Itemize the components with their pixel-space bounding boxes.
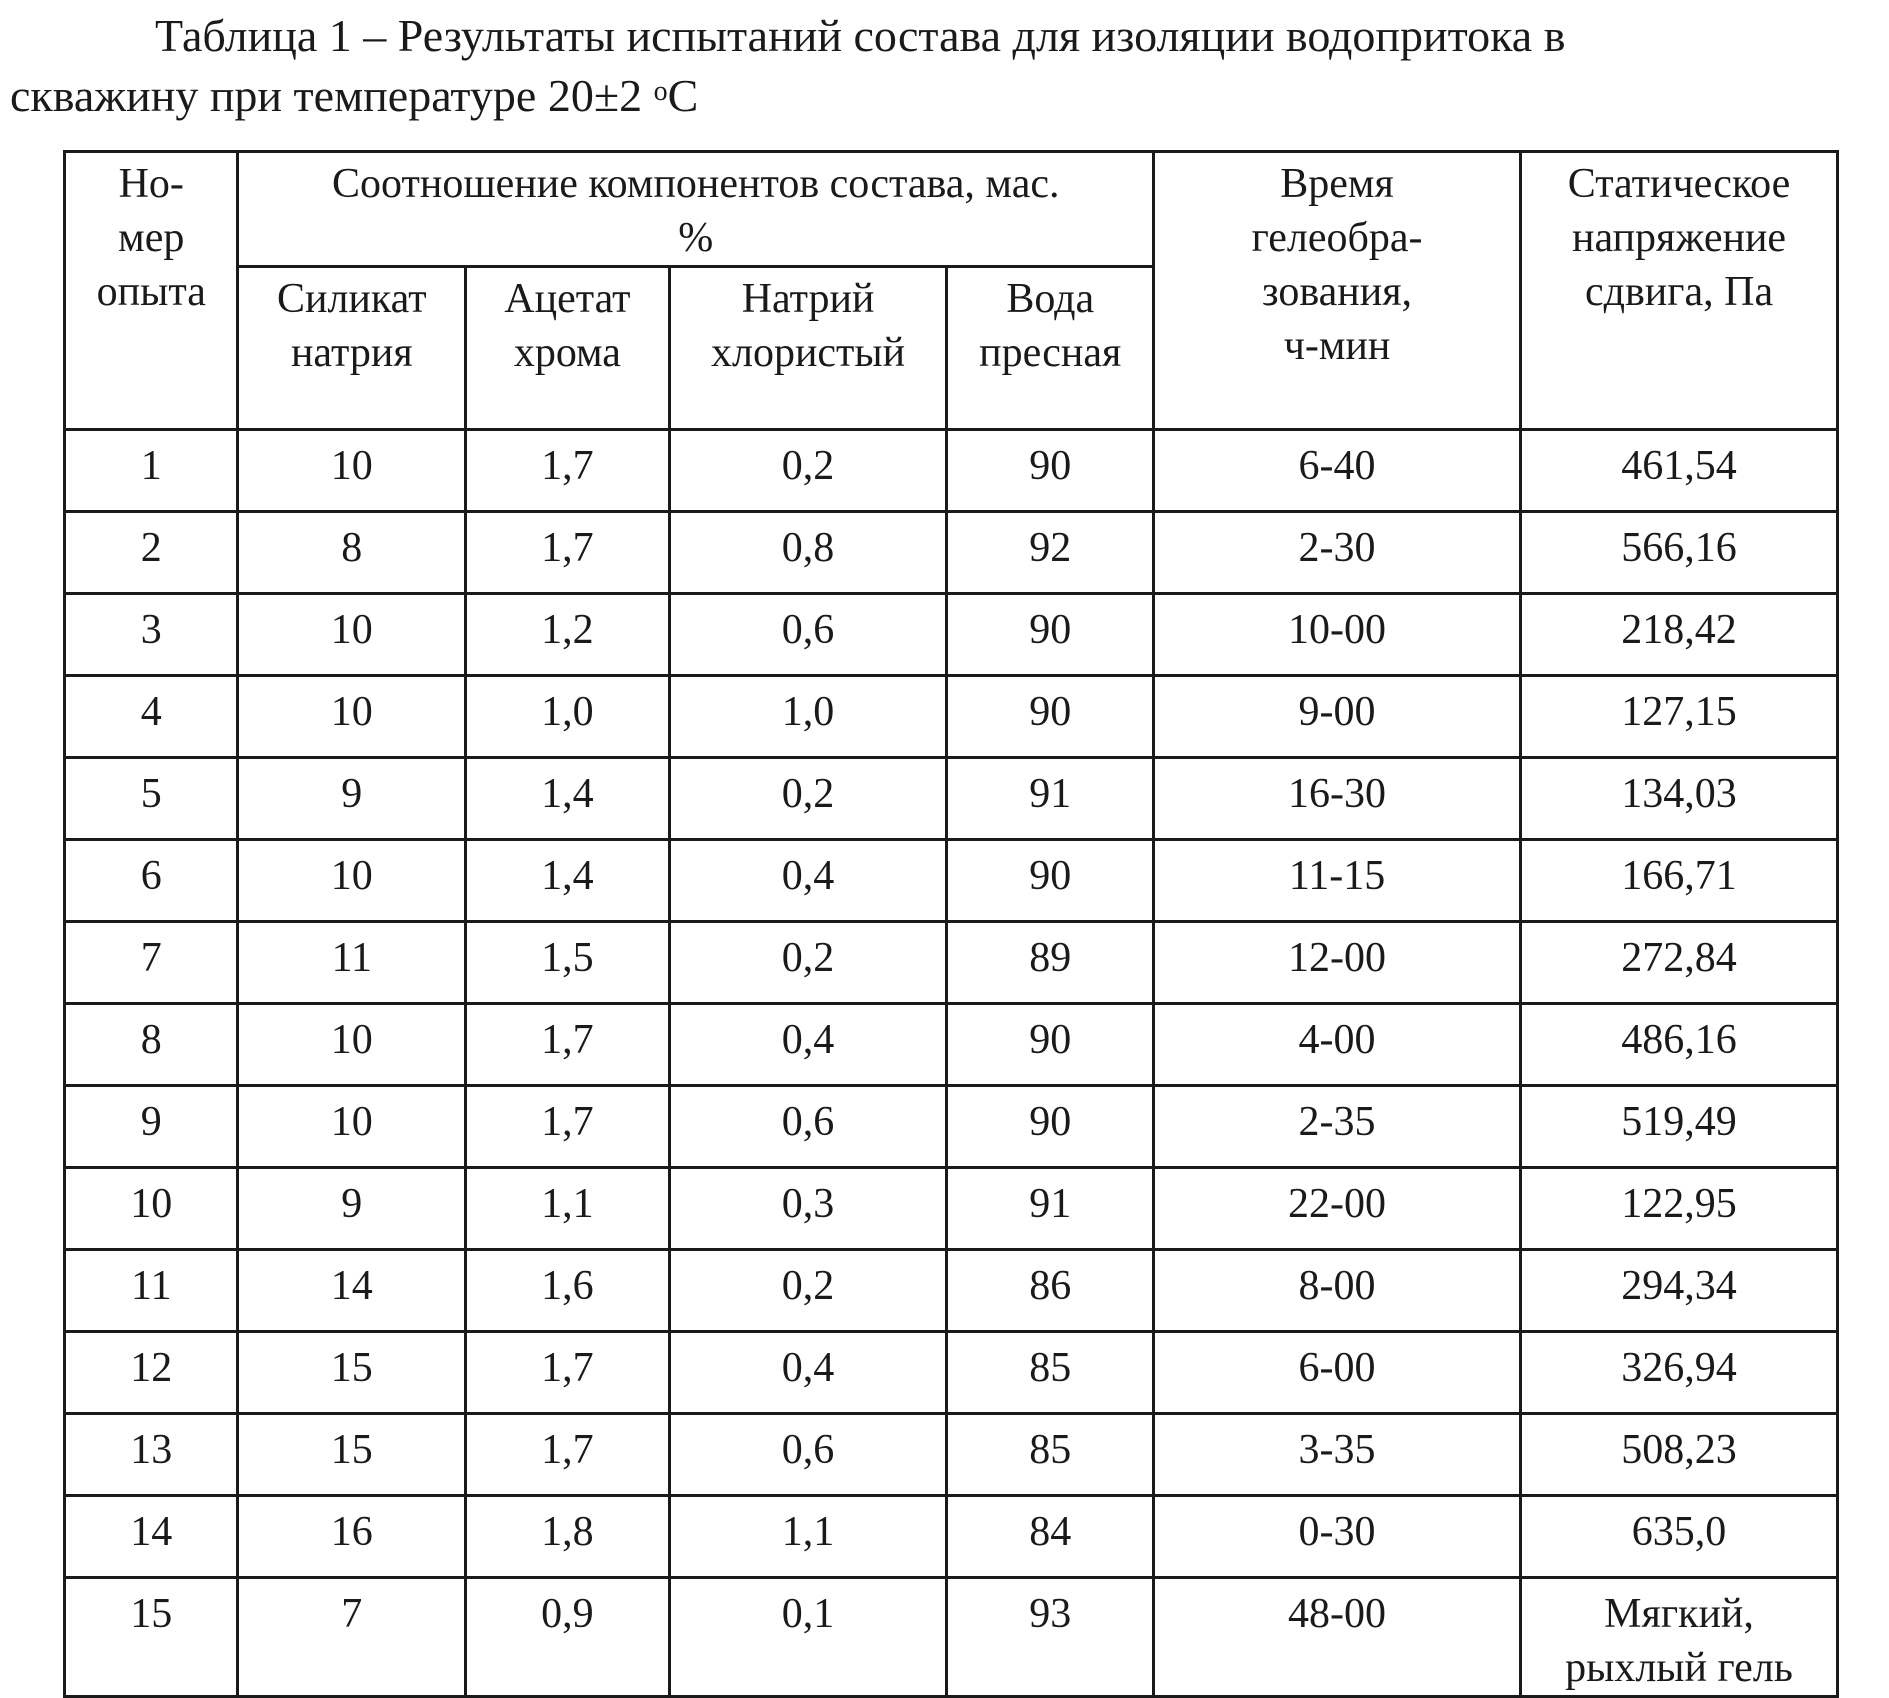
cell-gel-time: 6-40 (1154, 430, 1521, 512)
cell-shear-stress: 127,15 (1521, 676, 1838, 758)
cell-acetate: 1,4 (466, 758, 670, 840)
table-row (65, 922, 1838, 1004)
cell-gel-time: 2-35 (1154, 1086, 1521, 1168)
cell-shear-stress: 519,49 (1521, 1086, 1838, 1168)
cell-shear-stress: 218,42 (1521, 594, 1838, 676)
table-row (65, 1578, 1838, 1697)
cell-acetate: 1,1 (466, 1168, 670, 1250)
cell-silicate: 10 (238, 594, 466, 676)
header-chromium-acetate: Ацетат хрома (466, 267, 670, 430)
cell-nacl: 0,6 (669, 1086, 947, 1168)
table-row (65, 512, 1838, 594)
cell-shear-stress: 566,16 (1521, 512, 1838, 594)
cell-water: 91 (947, 758, 1154, 840)
cell-gel-time: 11-15 (1154, 840, 1521, 922)
cell-acetate: 1,0 (466, 676, 670, 758)
caption-line-1: Таблица 1 – Результаты испытаний состава для изоляции водопритока в (155, 10, 1566, 61)
cell-acetate: 1,7 (466, 1414, 670, 1496)
degree-sign: о (653, 76, 668, 107)
cell-silicate: 10 (238, 1004, 466, 1086)
cell-nacl: 0,2 (669, 758, 947, 840)
cell-shear-stress: 272,84 (1521, 922, 1838, 1004)
cell-silicate: 10 (238, 1086, 466, 1168)
caption-line-2 (10, 66, 1880, 126)
cell-gel-time: 3-35 (1154, 1414, 1521, 1496)
table-row (65, 1086, 1838, 1168)
cell-acetate: 1,8 (466, 1496, 670, 1578)
cell-gel-time: 12-00 (1154, 922, 1521, 1004)
table-caption (10, 6, 1880, 126)
cell-nacl: 0,4 (669, 1004, 947, 1086)
cell-silicate: 7 (238, 1578, 466, 1697)
cell-gel-time: 4-00 (1154, 1004, 1521, 1086)
cell-shear-stress: 508,23 (1521, 1414, 1838, 1496)
cell-nacl: 1,0 (669, 676, 947, 758)
table-row (65, 1250, 1838, 1332)
header-fresh-water: Вода пресная (947, 267, 1154, 430)
cell-water: 90 (947, 1004, 1154, 1086)
cell-number: 10 (65, 1168, 238, 1250)
cell-number: 13 (65, 1414, 238, 1496)
cell-acetate: 1,5 (466, 922, 670, 1004)
cell-number: 4 (65, 676, 238, 758)
header-experiment-number: Но- мер опыта (65, 152, 238, 430)
cell-nacl: 0,2 (669, 922, 947, 1004)
table-row (65, 1414, 1838, 1496)
cell-shear-stress-text: Мягкий, рыхлый гель (1521, 1578, 1838, 1697)
cell-acetate: 1,7 (466, 430, 670, 512)
table-row (65, 1496, 1838, 1578)
cell-nacl: 0,3 (669, 1168, 947, 1250)
cell-nacl: 0,2 (669, 430, 947, 512)
header-sodium-chloride: Натрий хлористый (669, 267, 947, 430)
cell-nacl: 0,8 (669, 512, 947, 594)
cell-silicate: 10 (238, 430, 466, 512)
cell-number: 12 (65, 1332, 238, 1414)
cell-shear-stress: 461,54 (1521, 430, 1838, 512)
cell-gel-time: 8-00 (1154, 1250, 1521, 1332)
cell-number: 9 (65, 1086, 238, 1168)
header-shear-stress: Статическое напряжение сдвига, Па (1521, 152, 1838, 430)
cell-silicate: 14 (238, 1250, 466, 1332)
cell-acetate: 1,4 (466, 840, 670, 922)
cell-gel-time: 9-00 (1154, 676, 1521, 758)
cell-silicate: 15 (238, 1332, 466, 1414)
cell-water: 93 (947, 1578, 1154, 1697)
table-row (65, 1332, 1838, 1414)
cell-shear-stress: 486,16 (1521, 1004, 1838, 1086)
cell-nacl: 0,6 (669, 594, 947, 676)
cell-number: 8 (65, 1004, 238, 1086)
cell-gel-time: 48-00 (1154, 1578, 1521, 1697)
cell-water: 85 (947, 1414, 1154, 1496)
cell-number: 7 (65, 922, 238, 1004)
cell-water: 92 (947, 512, 1154, 594)
cell-water: 90 (947, 1086, 1154, 1168)
cell-number: 3 (65, 594, 238, 676)
cell-nacl: 0,4 (669, 1332, 947, 1414)
cell-acetate: 1,2 (466, 594, 670, 676)
cell-shear-stress: 122,95 (1521, 1168, 1838, 1250)
cell-shear-stress: 134,03 (1521, 758, 1838, 840)
cell-water: 90 (947, 676, 1154, 758)
header-sodium-silicate: Силикат натрия (238, 267, 466, 430)
cell-water: 86 (947, 1250, 1154, 1332)
caption-line-2-text: скважину при температуре 20±2 (10, 70, 654, 121)
cell-silicate: 16 (238, 1496, 466, 1578)
cell-acetate: 0,9 (466, 1578, 670, 1697)
table-row (65, 758, 1838, 840)
cell-water: 85 (947, 1332, 1154, 1414)
cell-number: 14 (65, 1496, 238, 1578)
results-table (63, 150, 1839, 1698)
cell-number: 11 (65, 1250, 238, 1332)
caption-unit: С (667, 70, 699, 121)
cell-nacl: 0,2 (669, 1250, 947, 1332)
cell-water: 91 (947, 1168, 1154, 1250)
cell-gel-time: 0-30 (1154, 1496, 1521, 1578)
cell-acetate: 1,7 (466, 512, 670, 594)
table-row (65, 430, 1838, 512)
cell-water: 90 (947, 430, 1154, 512)
cell-number: 15 (65, 1578, 238, 1697)
cell-gel-time: 6-00 (1154, 1332, 1521, 1414)
cell-shear-stress: 326,94 (1521, 1332, 1838, 1414)
table-row (65, 676, 1838, 758)
cell-acetate: 1,7 (466, 1086, 670, 1168)
header-gel-time: Время гелеобра- зования, ч-мин (1154, 152, 1521, 430)
cell-silicate: 9 (238, 758, 466, 840)
cell-water: 89 (947, 922, 1154, 1004)
cell-shear-stress: 294,34 (1521, 1250, 1838, 1332)
cell-nacl: 0,4 (669, 840, 947, 922)
cell-gel-time: 16-30 (1154, 758, 1521, 840)
cell-number: 5 (65, 758, 238, 840)
table-row (65, 840, 1838, 922)
cell-shear-stress: 635,0 (1521, 1496, 1838, 1578)
cell-number: 2 (65, 512, 238, 594)
table-row (65, 594, 1838, 676)
cell-acetate: 1,6 (466, 1250, 670, 1332)
header-composition-ratio: Соотношение компонентов состава, мас. % (238, 152, 1154, 267)
cell-silicate: 11 (238, 922, 466, 1004)
cell-shear-stress: 166,71 (1521, 840, 1838, 922)
cell-number: 6 (65, 840, 238, 922)
cell-silicate: 10 (238, 840, 466, 922)
cell-silicate: 9 (238, 1168, 466, 1250)
cell-number: 1 (65, 430, 238, 512)
cell-nacl: 1,1 (669, 1496, 947, 1578)
cell-gel-time: 10-00 (1154, 594, 1521, 676)
table-row (65, 1004, 1838, 1086)
cell-silicate: 15 (238, 1414, 466, 1496)
cell-nacl: 0,6 (669, 1414, 947, 1496)
table-row (65, 1168, 1838, 1250)
cell-acetate: 1,7 (466, 1332, 670, 1414)
cell-nacl: 0,1 (669, 1578, 947, 1697)
cell-silicate: 10 (238, 676, 466, 758)
cell-gel-time: 2-30 (1154, 512, 1521, 594)
cell-water: 84 (947, 1496, 1154, 1578)
cell-gel-time: 22-00 (1154, 1168, 1521, 1250)
cell-silicate: 8 (238, 512, 466, 594)
cell-acetate: 1,7 (466, 1004, 670, 1086)
cell-water: 90 (947, 594, 1154, 676)
cell-water: 90 (947, 840, 1154, 922)
